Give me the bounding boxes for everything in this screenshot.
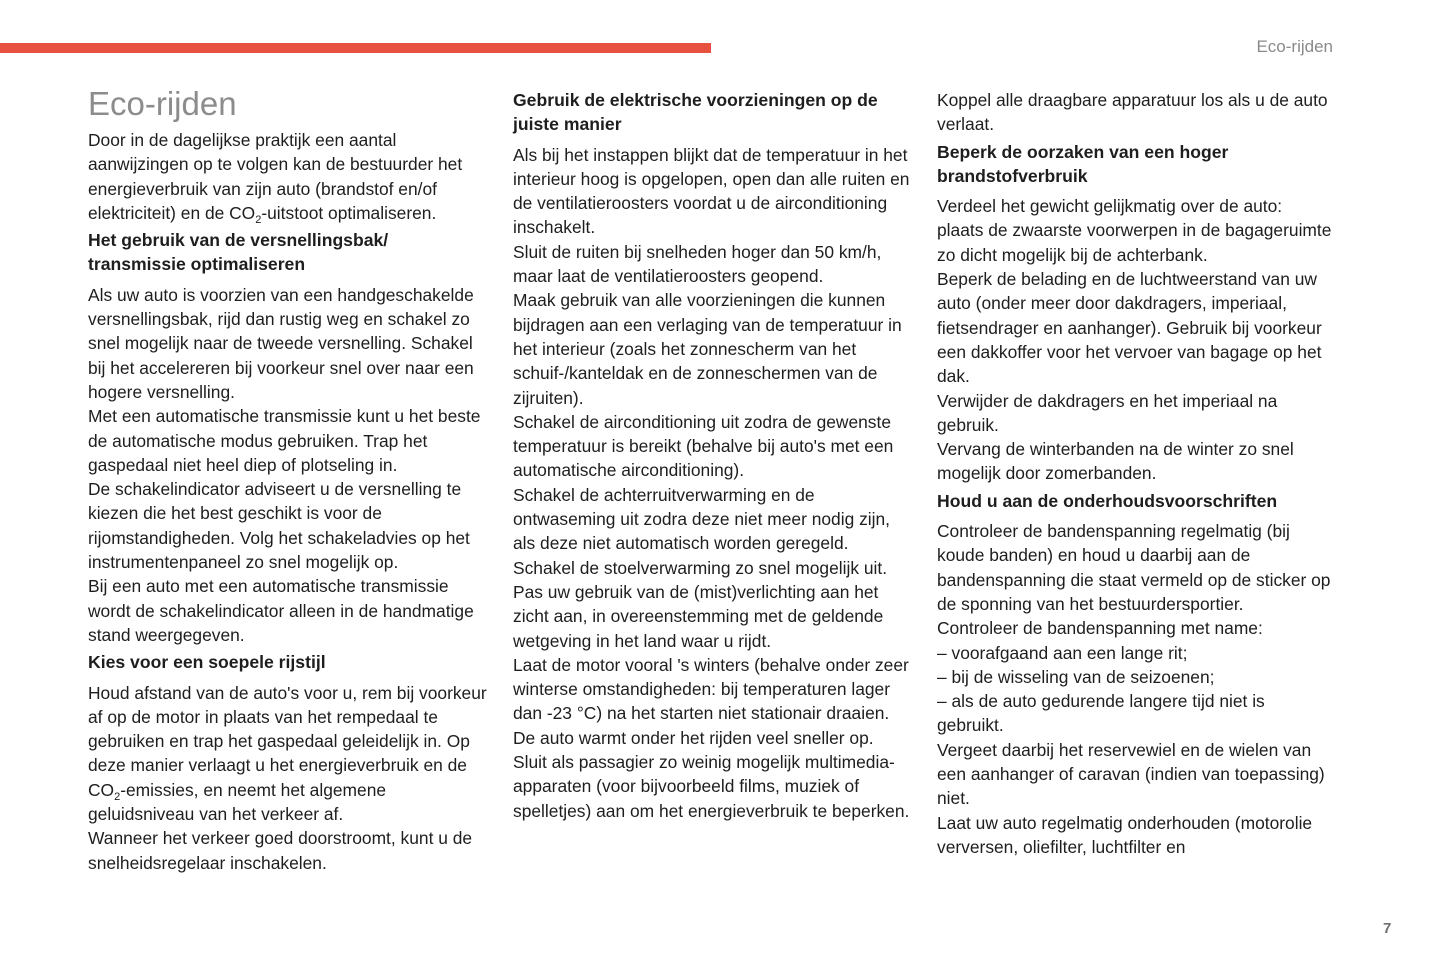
electric-paragraph-3: Maak gebruik van alle voorzieningen die kunnen bijdragen aan een verlaging van de temperatuur in het interieur (zoals het zonnescherm van het schuif-/kanteldak en de zonneschermen van de zijruiten). (513, 290, 902, 408)
gearbox-paragraph-3: De schakelindicator adviseert u de versnelling te kiezen die het best geschikt is voor de rijomstandigheden. Volg het schakeladvies op het instrumentenpaneel zo snel mogelijk op. (88, 479, 470, 573)
style-paragraph-1 (88, 681, 488, 827)
maintenance-list-item: – bij de wisseling van de seizoenen; (937, 666, 1215, 687)
electric-paragraph-6: Schakel de stoelverwarming zo snel mogelijk uit. (513, 557, 888, 578)
fuel-paragraph-3: Verwijder de dakdragers en het imperiaal na gebruik. (937, 390, 1278, 435)
gearbox-paragraph-1: Als uw auto is voorzien van een handgeschakelde versnellingsbak, rijd dan rustig weg en schakel zo snel mogelijk naar de tweede versnelling. Schakel bij het accelereren bij voorkeur snel over naar een hogere versnelling. (88, 284, 474, 402)
style-text-end: -emissies, en neemt het algemene geluidsniveau van het verkeer af. (88, 779, 387, 825)
heading-driving-style: Kies voor een soepele rijstijl (88, 652, 326, 673)
gearbox-paragraph-4: Bij een auto met een automatische transmissie wordt de schakelindicator alleen in de handmatige stand weergegeven. (88, 576, 474, 645)
electric-paragraph-9: Sluit als passagier zo weinig mogelijk multimedia-apparaten (voor bijvoorbeeld films, muziek of spelletjes) aan om het energieverbruik te beperken. (513, 752, 910, 821)
column-right (937, 88, 1332, 859)
page-title: Eco-rijden (88, 85, 237, 122)
fuel-paragraph-2: Beperk de belading en de luchtweerstand van uw auto (onder meer door dakdragers, imperiaal, fietsendrager en aanhanger). Gebruik bij voorkeur een dakkoffer voor het vervoer van bagage op het dak. (937, 269, 1322, 387)
gearbox-paragraph-2: Met een automatische transmissie kunt u het beste de automatische modus gebruiken. Trap het gaspedaal niet heel diep of plotseling in. (88, 406, 481, 475)
maintenance-paragraph-2: Controleer de bandenspanning met name: (937, 618, 1263, 639)
electric-paragraph-7: Pas uw gebruik van de (mist)verlichting aan het zicht aan, in overeenstemming met de geldende wetgeving in het land waar u rijdt. (513, 581, 884, 651)
column-middle (513, 88, 915, 823)
heading-electric: Gebruik de elektrische voorzieningen op de juiste manier (513, 90, 878, 135)
intro-subscript: 2 (255, 213, 262, 226)
style-subscript: 2 (114, 790, 121, 803)
electric-paragraph-4: Schakel de airconditioning uit zodra de gewenste temperatuur is bereikt (behalve bij auto's met een automatische airconditioning). (513, 411, 894, 481)
page-number: 7 (1383, 920, 1392, 937)
column-left (88, 86, 488, 875)
fuel-paragraph-4: Vervang de winterbanden na de winter zo snel mogelijk door zomerbanden. (937, 439, 1294, 484)
electric-paragraph-1: Als bij het instappen blijkt dat de temperatuur in het interieur hoog is opgelopen, open dan alle ruiten en de ventilatieroosters voordat u de airconditioning inschakelt. (513, 144, 910, 238)
devices-paragraph: Koppel alle draagbare apparatuur los als u de auto verlaat. (937, 90, 1328, 135)
maintenance-paragraph-4: Laat uw auto regelmatig onderhouden (motorolie verversen, oliefilter, luchtfilter en (937, 812, 1313, 857)
heading-fuel: Beperk de oorzaken van een hoger brandstofverbruik (937, 141, 1229, 186)
maintenance-paragraph-1: Controleer de bandenspanning regelmatig (bij koude banden) en houd u daarbij aan de bandenspanning die staat vermeld op de sticker op de sponning van het bestuurdersportier. (937, 521, 1331, 614)
maintenance-paragraph-3: Vergeet daarbij het reservewiel en de wielen van een aanhanger of caravan (indien van toepassing) niet. (937, 739, 1325, 809)
electric-paragraph-5: Schakel de achterruitverwarming en de ontwaseming uit zodra deze niet meer nodig zijn, als deze niet automatisch worden geregeld. (513, 484, 891, 554)
maintenance-list-item: – als de auto gedurende langere tijd niet is gebruikt. (937, 691, 1265, 736)
style-paragraph-2: Wanneer het verkeer goed doorstroomt, kunt u de snelheidsregelaar inschakelen. (88, 828, 473, 873)
maintenance-list-item: – voorafgaand aan een lange rit; (937, 642, 1188, 663)
fuel-paragraph-1: Verdeel het gewicht gelijkmatig over de auto: plaats de zwaarste voorwerpen in de bagageruimte zo dicht mogelijk bij de achterbank. (937, 196, 1332, 265)
heading-maintenance: Houd u aan de onderhoudsvoorschriften (937, 490, 1278, 511)
style-text: Houd afstand van de auto's voor u, rem bij voorkeur af op de motor in plaats van het rempedaal te gebruiken en trap het gaspedaal geleidelijk in. Op deze manier verlaagt u het energieverbruik en de CO (88, 682, 487, 800)
intro-text: Door in de dagelijkse praktijk een aantal aanwijzingen op te volgen kan de bestuurder het energieverbruik van zijn auto (brandstof en/of elektriciteit) en de CO (88, 130, 463, 223)
accent-bar (0, 43, 711, 53)
electric-paragraph-8: Laat de motor vooral 's winters (behalve onder zeer winterse omstandigheden: bij temperaturen lager dan -23 °C) na het starten niet stationair draaien. De auto warmt onder het rijden veel sneller op. (513, 654, 909, 748)
section-header: Eco-rijden (1256, 37, 1333, 56)
heading-gearbox: Het gebruik van de versnellingsbak/ transmissie optimaliseren (88, 230, 389, 275)
intro-text-end: -uitstoot optimaliseren. (261, 202, 437, 223)
intro-paragraph (88, 128, 488, 225)
electric-paragraph-2: Sluit de ruiten bij snelheden hoger dan 50 km/h, maar laat de ventilatieroosters geopend. (513, 241, 882, 287)
